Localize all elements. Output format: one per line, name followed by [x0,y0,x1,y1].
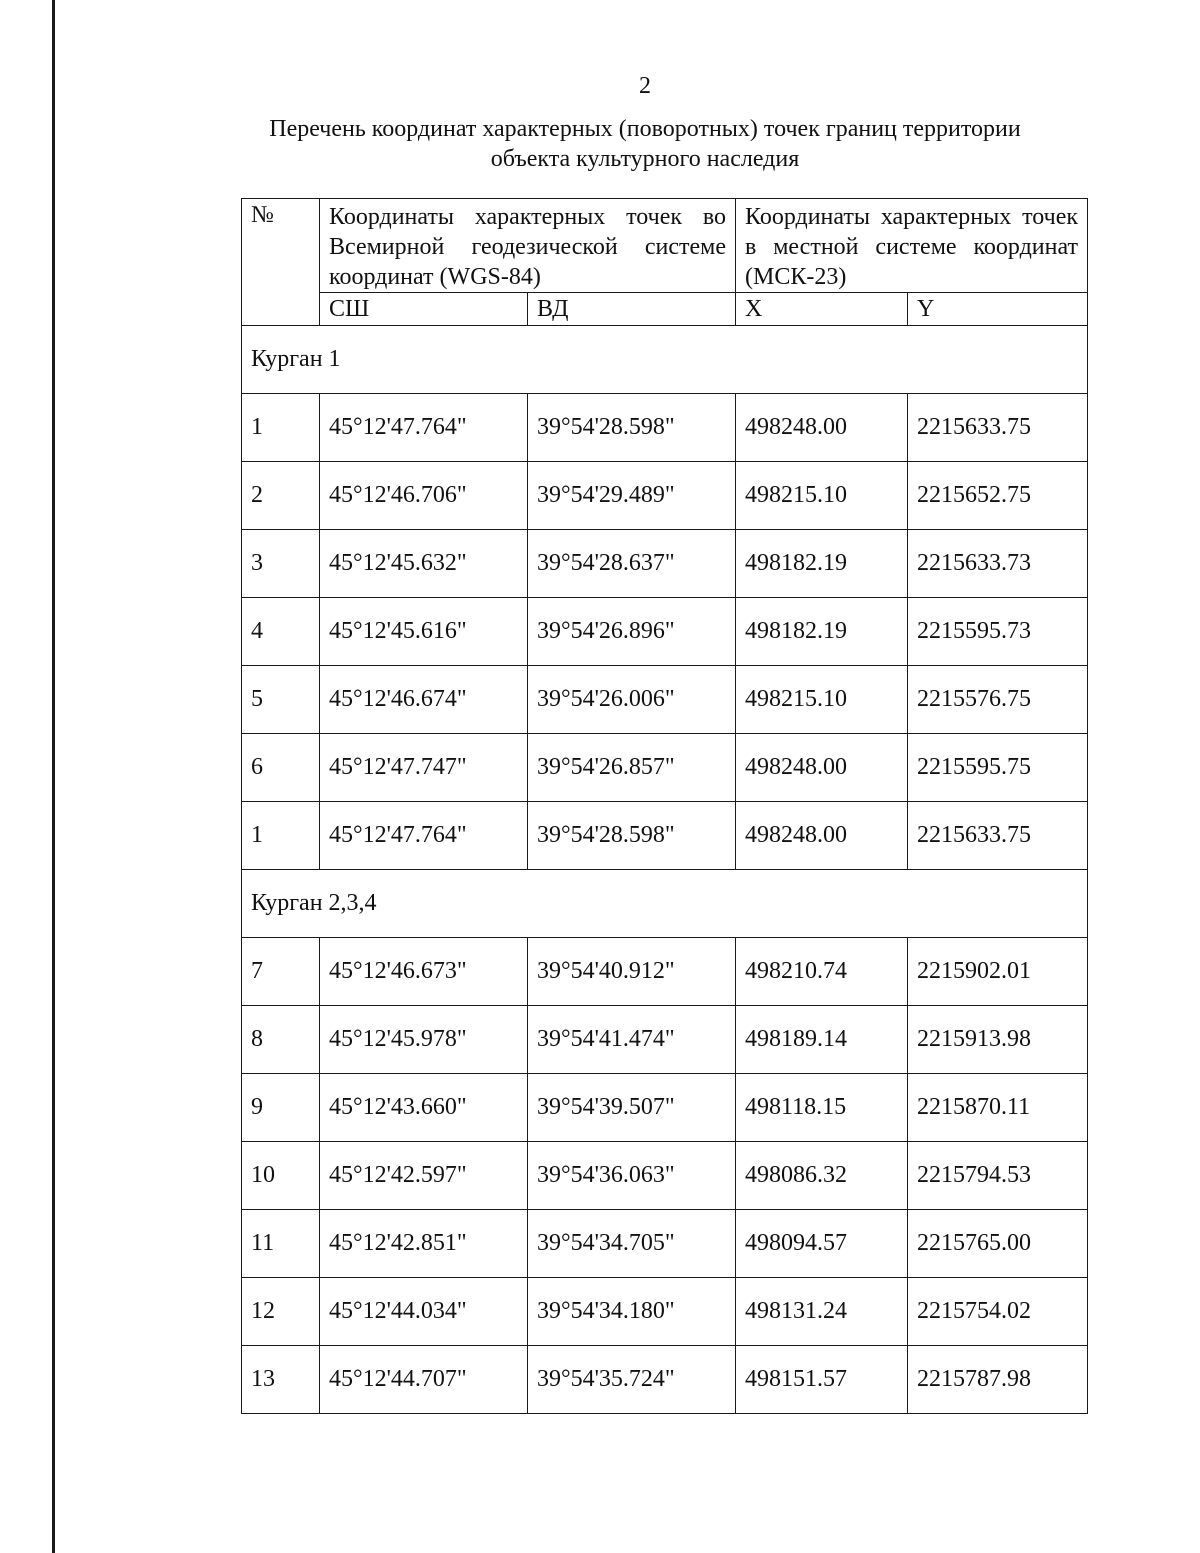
y-coordinate-cell: 2215595.73 [908,598,1088,666]
longitude-cell: 39°54'41.474" [528,1006,736,1074]
table-row [242,666,1088,734]
table-row [242,462,1088,530]
x-coordinate-cell: 498215.10 [736,666,908,734]
header-msk23: Координаты характерных точек в местной системе координат (МСК-23) [736,199,1088,293]
header-y: Y [908,293,1088,326]
x-coordinate-cell: 498248.00 [736,394,908,462]
point-number-cell: 8 [242,1006,320,1074]
table-row [242,1210,1088,1278]
point-number-cell: 9 [242,1074,320,1142]
y-coordinate-cell: 2215913.98 [908,1006,1088,1074]
longitude-cell: 39°54'29.489" [528,462,736,530]
point-number-cell: 4 [242,598,320,666]
y-coordinate-cell: 2215633.75 [908,802,1088,870]
x-coordinate-cell: 498131.24 [736,1278,908,1346]
point-number-cell: 1 [242,802,320,870]
table-row [242,1006,1088,1074]
y-coordinate-cell: 2215633.73 [908,530,1088,598]
table-row [242,1142,1088,1210]
point-number-cell: 13 [242,1346,320,1414]
table-header-row [242,199,1088,293]
group-title: Курган 2,3,4 [242,870,1088,938]
latitude-cell: 45°12'43.660" [320,1074,528,1142]
point-number-cell: 7 [242,938,320,1006]
latitude-cell: 45°12'46.674" [320,666,528,734]
longitude-cell: 39°54'34.180" [528,1278,736,1346]
longitude-cell: 39°54'26.857" [528,734,736,802]
table-row [242,598,1088,666]
y-coordinate-cell: 2215576.75 [908,666,1088,734]
y-coordinate-cell: 2215633.75 [908,394,1088,462]
point-number-cell: 3 [242,530,320,598]
longitude-cell: 39°54'28.598" [528,802,736,870]
table-row [242,734,1088,802]
y-coordinate-cell: 2215765.00 [908,1210,1088,1278]
table-row [242,802,1088,870]
latitude-cell: 45°12'46.706" [320,462,528,530]
latitude-cell: 45°12'47.764" [320,802,528,870]
document-title-line-1: Перечень координат характерных (поворотных) точек границ территории [269,116,1021,142]
x-coordinate-cell: 498182.19 [736,598,908,666]
longitude-cell: 39°54'40.912" [528,938,736,1006]
page-number: 2 [639,73,651,99]
latitude-cell: 45°12'44.707" [320,1346,528,1414]
latitude-cell: 45°12'47.764" [320,394,528,462]
longitude-cell: 39°54'26.896" [528,598,736,666]
latitude-cell: 45°12'42.597" [320,1142,528,1210]
longitude-cell: 39°54'39.507" [528,1074,736,1142]
latitude-cell: 45°12'45.978" [320,1006,528,1074]
point-number-cell: 2 [242,462,320,530]
point-number-cell: 6 [242,734,320,802]
latitude-cell: 45°12'44.034" [320,1278,528,1346]
y-coordinate-cell: 2215652.75 [908,462,1088,530]
point-number-cell: 1 [242,394,320,462]
longitude-cell: 39°54'34.705" [528,1210,736,1278]
document-title [230,114,1060,174]
header-wgs84: Координаты характерных точек во Всемирной геодезической системе координат (WGS-84) [320,199,736,293]
x-coordinate-cell: 498094.57 [736,1210,908,1278]
longitude-cell: 39°54'28.598" [528,394,736,462]
header-number: № [242,199,320,326]
x-coordinate-cell: 498215.10 [736,462,908,530]
latitude-cell: 45°12'42.851" [320,1210,528,1278]
point-number-cell: 10 [242,1142,320,1210]
x-coordinate-cell: 498248.00 [736,734,908,802]
longitude-cell: 39°54'28.637" [528,530,736,598]
table-row [242,530,1088,598]
group-row [242,326,1088,394]
y-coordinate-cell: 2215787.98 [908,1346,1088,1414]
longitude-cell: 39°54'26.006" [528,666,736,734]
latitude-cell: 45°12'47.747" [320,734,528,802]
longitude-cell: 39°54'35.724" [528,1346,736,1414]
y-coordinate-cell: 2215902.01 [908,938,1088,1006]
x-coordinate-cell: 498210.74 [736,938,908,1006]
point-number-cell: 5 [242,666,320,734]
table-row [242,938,1088,1006]
document-title-line-2: объекта культурного наследия [490,146,800,172]
x-coordinate-cell: 498248.00 [736,802,908,870]
point-number-cell: 12 [242,1278,320,1346]
table-row [242,1278,1088,1346]
y-coordinate-cell: 2215870.11 [908,1074,1088,1142]
y-coordinate-cell: 2215595.75 [908,734,1088,802]
y-coordinate-cell: 2215794.53 [908,1142,1088,1210]
scan-left-border [52,0,55,1553]
header-x: X [736,293,908,326]
y-coordinate-cell: 2215754.02 [908,1278,1088,1346]
x-coordinate-cell: 498151.57 [736,1346,908,1414]
latitude-cell: 45°12'46.673" [320,938,528,1006]
header-longitude: ВД [528,293,736,326]
table-row [242,1074,1088,1142]
table-row [242,1346,1088,1414]
x-coordinate-cell: 498086.32 [736,1142,908,1210]
x-coordinate-cell: 498189.14 [736,1006,908,1074]
table-row [242,394,1088,462]
x-coordinate-cell: 498118.15 [736,1074,908,1142]
point-number-cell: 11 [242,1210,320,1278]
group-title: Курган 1 [242,326,1088,394]
header-latitude: СШ [320,293,528,326]
latitude-cell: 45°12'45.632" [320,530,528,598]
group-row [242,870,1088,938]
table-subheader-row [242,293,1088,326]
x-coordinate-cell: 498182.19 [736,530,908,598]
coordinates-table [241,198,1088,1414]
latitude-cell: 45°12'45.616" [320,598,528,666]
longitude-cell: 39°54'36.063" [528,1142,736,1210]
